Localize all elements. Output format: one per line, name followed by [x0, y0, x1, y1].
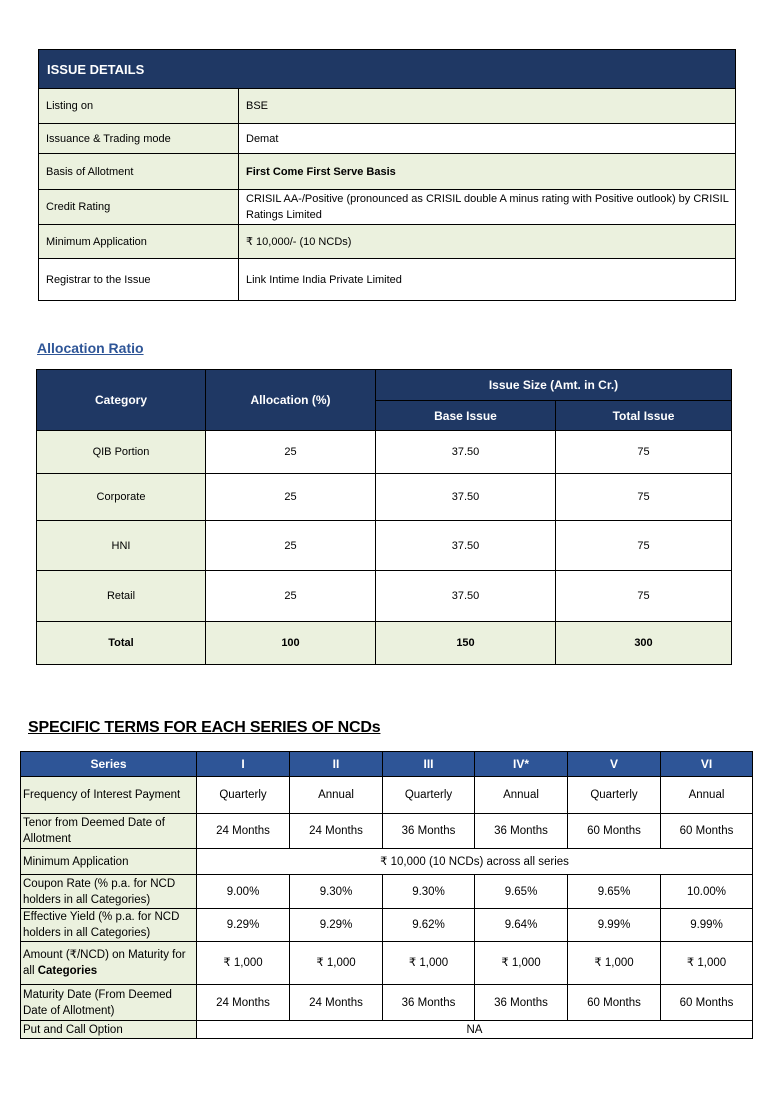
- row-label: Registrar to the Issue: [39, 259, 239, 301]
- row-value: BSE: [239, 89, 736, 124]
- value-cell: Annual: [475, 777, 568, 814]
- issue-size-header: Issue Size (Amt. in Cr.): [376, 370, 732, 401]
- value-cell: ₹ 1,000: [568, 942, 661, 985]
- series-cell: I: [197, 752, 290, 777]
- table-row: [39, 89, 736, 124]
- table-row: [39, 190, 736, 225]
- value-cell: 60 Months: [568, 985, 661, 1021]
- table-row: [21, 985, 753, 1021]
- row-value: Link Intime India Private Limited: [239, 259, 736, 301]
- row-label: [21, 942, 197, 985]
- category-cell: Retail: [37, 571, 206, 622]
- value-cell: 9.64%: [475, 909, 568, 942]
- min-application-value: ₹ 10,000 (10 NCDs) across all series: [197, 849, 753, 875]
- total-label: Total: [37, 622, 206, 665]
- value-cell: Quarterly: [197, 777, 290, 814]
- row-label: Tenor from Deemed Date of Allotment: [21, 814, 197, 849]
- table-row: [37, 571, 732, 622]
- row-label: Maturity Date (From Deemed Date of Allotment): [21, 985, 197, 1021]
- value-cell: 9.30%: [383, 875, 475, 909]
- value-cell: 36 Months: [383, 814, 475, 849]
- row-value: Demat: [239, 124, 736, 154]
- value-cell: 9.99%: [568, 909, 661, 942]
- allocation-header-row: [37, 370, 732, 401]
- value-cell: 9.29%: [197, 909, 290, 942]
- value-cell: Quarterly: [383, 777, 475, 814]
- amount-label-prefix: Amount (₹/NCD) on Maturity for all: [23, 949, 186, 977]
- row-value: First Come First Serve Basis: [239, 154, 736, 190]
- amount-label-bold: Categories: [37, 965, 98, 977]
- allocation-cell: 25: [206, 474, 376, 521]
- category-cell: Corporate: [37, 474, 206, 521]
- series-cell: VI: [661, 752, 753, 777]
- value-cell: 9.65%: [568, 875, 661, 909]
- allocation-header: Allocation (%): [206, 370, 376, 431]
- category-header: Category: [37, 370, 206, 431]
- table-row: [37, 474, 732, 521]
- issue-details-table: [38, 49, 736, 301]
- value-cell: ₹ 1,000: [383, 942, 475, 985]
- value-cell: 9.62%: [383, 909, 475, 942]
- row-label: Minimum Application: [21, 849, 197, 875]
- value-cell: 36 Months: [475, 814, 568, 849]
- value-cell: 60 Months: [661, 814, 753, 849]
- table-row: [39, 154, 736, 190]
- value-cell: 9.65%: [475, 875, 568, 909]
- series-cell: III: [383, 752, 475, 777]
- issue-details-header: ISSUE DETAILS: [39, 50, 736, 89]
- value-cell: 24 Months: [290, 985, 383, 1021]
- row-label: Credit Rating: [39, 190, 239, 225]
- total-issue-cell: 75: [556, 474, 732, 521]
- table-row: [21, 777, 753, 814]
- series-cell: V: [568, 752, 661, 777]
- value-cell: 9.30%: [290, 875, 383, 909]
- base-issue-cell: 37.50: [376, 474, 556, 521]
- row-value: ₹ 10,000/- (10 NCDs): [239, 225, 736, 259]
- category-cell: QIB Portion: [37, 431, 206, 474]
- table-row: [21, 942, 753, 985]
- total-row: [37, 622, 732, 665]
- category-cell: HNI: [37, 521, 206, 571]
- total-total-issue: 300: [556, 622, 732, 665]
- allocation-cell: 25: [206, 521, 376, 571]
- table-row: [21, 909, 753, 942]
- table-row: [21, 814, 753, 849]
- table-row: [39, 259, 736, 301]
- specific-terms-table: [20, 751, 753, 1039]
- value-cell: 9.29%: [290, 909, 383, 942]
- value-cell: ₹ 1,000: [197, 942, 290, 985]
- series-cell: IV*: [475, 752, 568, 777]
- issue-details-header-row: [39, 50, 736, 89]
- allocation-ratio-table: [36, 369, 732, 665]
- series-header: Series: [21, 752, 197, 777]
- row-label: Issuance & Trading mode: [39, 124, 239, 154]
- value-cell: 9.00%: [197, 875, 290, 909]
- value-cell: ₹ 1,000: [661, 942, 753, 985]
- table-row: [37, 431, 732, 474]
- base-issue-cell: 37.50: [376, 431, 556, 474]
- row-label: Basis of Allotment: [39, 154, 239, 190]
- value-cell: ₹ 1,000: [475, 942, 568, 985]
- base-issue-cell: 37.50: [376, 521, 556, 571]
- table-row: [39, 225, 736, 259]
- allocation-cell: 25: [206, 571, 376, 622]
- allocation-ratio-title: Allocation Ratio: [37, 340, 144, 356]
- table-row: [21, 1021, 753, 1039]
- row-label: Frequency of Interest Payment: [21, 777, 197, 814]
- row-label: Effective Yield (% p.a. for NCD holders in all Categories): [21, 909, 197, 942]
- total-issue-header: Total Issue: [556, 401, 732, 431]
- base-issue-header: Base Issue: [376, 401, 556, 431]
- row-value: CRISIL AA-/Positive (pronounced as CRISIL double A minus rating with Positive outlook) by CRISIL Ratings Limited: [239, 190, 736, 225]
- total-allocation: 100: [206, 622, 376, 665]
- table-row: [21, 849, 753, 875]
- series-header-row: [21, 752, 753, 777]
- row-label: Coupon Rate (% p.a. for NCD holders in all Categories): [21, 875, 197, 909]
- total-issue-cell: 75: [556, 431, 732, 474]
- row-label: Listing on: [39, 89, 239, 124]
- value-cell: 24 Months: [197, 985, 290, 1021]
- value-cell: Quarterly: [568, 777, 661, 814]
- row-label: Put and Call Option: [21, 1021, 197, 1039]
- value-cell: 24 Months: [290, 814, 383, 849]
- base-issue-cell: 37.50: [376, 571, 556, 622]
- series-cell: II: [290, 752, 383, 777]
- put-call-value: NA: [197, 1021, 753, 1039]
- value-cell: 24 Months: [197, 814, 290, 849]
- value-cell: 9.99%: [661, 909, 753, 942]
- value-cell: Annual: [290, 777, 383, 814]
- row-label: Minimum Application: [39, 225, 239, 259]
- specific-terms-title: SPECIFIC TERMS FOR EACH SERIES OF NCDs: [28, 719, 381, 736]
- value-cell: 60 Months: [661, 985, 753, 1021]
- allocation-cell: 25: [206, 431, 376, 474]
- table-row: [37, 521, 732, 571]
- total-base-issue: 150: [376, 622, 556, 665]
- total-issue-cell: 75: [556, 521, 732, 571]
- total-issue-cell: 75: [556, 571, 732, 622]
- table-row: [39, 124, 736, 154]
- value-cell: 36 Months: [475, 985, 568, 1021]
- table-row: [21, 875, 753, 909]
- value-cell: Annual: [661, 777, 753, 814]
- value-cell: ₹ 1,000: [290, 942, 383, 985]
- value-cell: 36 Months: [383, 985, 475, 1021]
- value-cell: 60 Months: [568, 814, 661, 849]
- value-cell: 10.00%: [661, 875, 753, 909]
